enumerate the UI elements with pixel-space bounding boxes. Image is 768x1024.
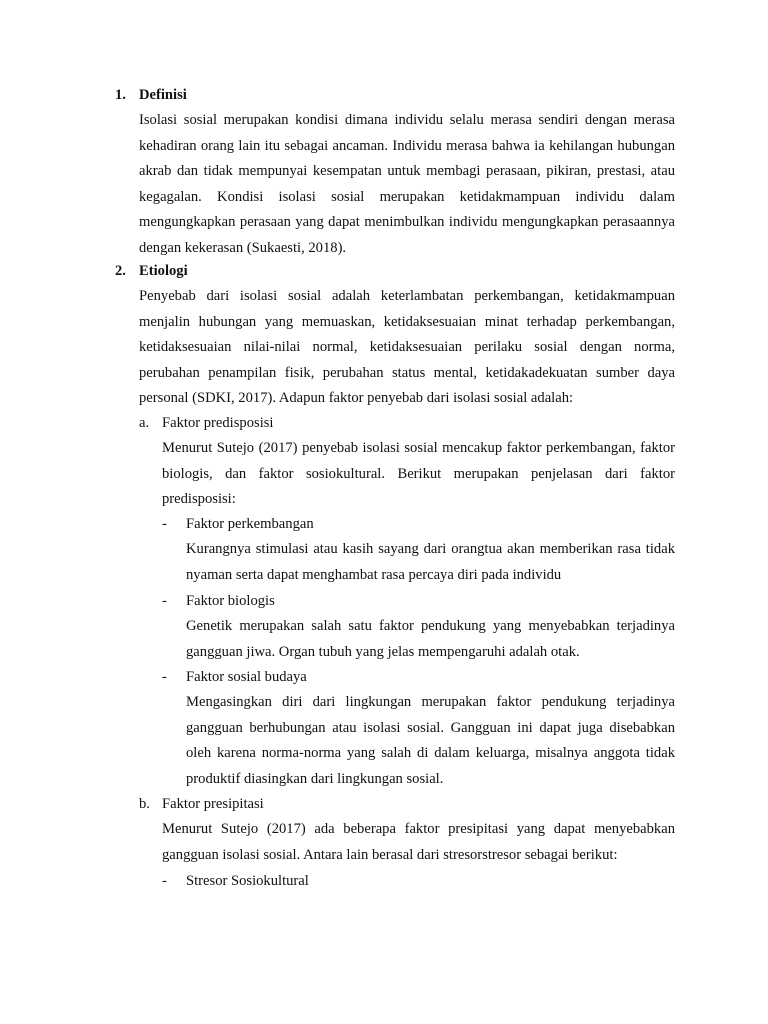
item-title-stresor-sosiokultural: Stresor Sosiokultural — [186, 873, 309, 889]
section-title-definisi: Definisi — [139, 87, 187, 103]
list-dash: - — [162, 873, 167, 889]
subsection-title-presipitasi: Faktor presipitasi — [162, 796, 264, 812]
paragraph-sosial-budaya: Mengasingkan diri dari lingkungan merupakan faktor pendukung terjadinya gangguan berhubungan atau isolasi sosial. Gangguan ini dapat juga disebabkan oleh karena norma-norma yang salah di dalam keluarga, misalnya anggota tidak produktif diasingkan dari lingkungan sosial. — [186, 694, 675, 787]
paragraph-biologis: Genetik merupakan salah satu faktor pendukung yang menyebabkan terjadinya gangguan jiwa. Organ tubuh yang jelas mempengaruhi adalah otak. — [186, 618, 675, 660]
paragraph-presipitasi: Menurut Sutejo (2017) ada beberapa faktor presipitasi yang dapat menyebabkan gangguan isolasi sosial. Antara lain berasal dari stresorstresor sebagai berikut: — [162, 821, 675, 863]
subsection-label: a. — [139, 415, 150, 431]
list-dash: - — [162, 593, 167, 609]
item-title-biologis: Faktor biologis — [186, 593, 275, 609]
paragraph-definisi: Isolasi sosial merupakan kondisi dimana individu selalu merasa sendiri dengan merasa kehadiran orang lain itu sebagai ancaman. Individu merasa bahwa ia kehilangan hubungan akrab dan tidak mempunyai kesempatan untuk membagi perasaan, pikiran, prestasi, atau kegagalan. Kondisi isolasi sosial merupakan ketidakmampuan individu dalam mengungkapkan perasaan yang dapat menimbulkan individu mengungkapkan perasaannya dengan kekerasan (Sukaesti, 2018). — [139, 112, 675, 256]
list-dash: - — [162, 669, 167, 685]
section-number: 2. — [115, 263, 126, 279]
paragraph-perkembangan: Kurangnya stimulasi atau kasih sayang dari orangtua akan memberikan rasa tidak nyaman serta dapat menghambat rasa percaya diri pada individu — [186, 541, 675, 583]
subsection-label: b. — [139, 796, 150, 812]
section-title-etiologi: Etiologi — [139, 263, 188, 279]
paragraph-predisposisi: Menurut Sutejo (2017) penyebab isolasi sosial mencakup faktor perkembangan, faktor biologis, dan faktor sosiokultural. Berikut merupakan penjelasan dari faktor predisposisi: — [162, 440, 675, 507]
section-number: 1. — [115, 87, 126, 103]
paragraph-etiologi: Penyebab dari isolasi sosial adalah keterlambatan perkembangan, ketidakmampuan menjalin hubungan yang memuaskan, ketidaksesuaian minat terhadap perkembangan, ketidaksesuaian nilai-nilai normal, ketidaksesuaian perilaku sosial dengan norma, perubahan penampilan fisik, perubahan status mental, ketidakadekuatan sumber daya personal (SDKI, 2017). Adapun faktor penyebab dari isolasi sosial adalah: — [139, 288, 675, 406]
list-dash: - — [162, 516, 167, 532]
subsection-title-predisposisi: Faktor predisposisi — [162, 415, 274, 431]
item-title-perkembangan: Faktor perkembangan — [186, 516, 314, 532]
item-title-sosial-budaya: Faktor sosial budaya — [186, 669, 307, 685]
